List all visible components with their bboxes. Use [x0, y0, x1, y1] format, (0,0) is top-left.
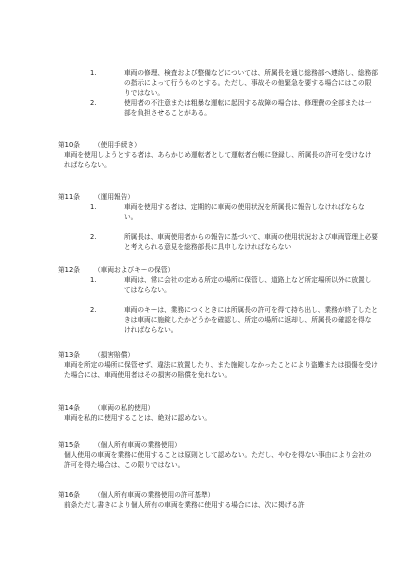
- article-11: [58, 192, 378, 252]
- item-text: 使用者の不注意または粗暴な運転に起因する故障の場合は、修理費の全部または一部を負担させることがある。: [124, 99, 372, 117]
- item-number: 1.: [90, 276, 97, 284]
- item-text: 車両は、常に会社の定める所定の場所に保管し、道路上など所定場所以外に放置してはならない。: [124, 276, 372, 294]
- article-heading: [58, 490, 378, 500]
- article-title: （個人所有車両の業務使用の許可基準）: [94, 491, 215, 499]
- article-title: （車両およびキーの保管）: [94, 266, 175, 274]
- item-number: 2.: [90, 99, 97, 107]
- continued-items: [58, 68, 378, 118]
- article-16: [58, 490, 378, 510]
- article-body: 車両を所定の場所に保管せず、違法に放置したり、また施錠しなかったことにより盗難または損傷を受けた場合には、車両使用者はその損害の賠償を免れない。: [64, 361, 378, 379]
- article-title: （使用手続き）: [94, 141, 141, 149]
- article-number: 第10条: [58, 141, 80, 149]
- article-body: 前条ただし書きにより個人所有の車両を業務に使用する場合には、次に掲げる許: [64, 501, 305, 509]
- article-15: [58, 440, 378, 470]
- article-title: （運用報告）: [94, 193, 135, 201]
- item-text: 車両を使用する者は、定期的に車両の使用状況を所属長に報告しなければならない。: [124, 203, 365, 221]
- article-13: [58, 350, 378, 380]
- article-title: （個人所有車両の業務使用）: [94, 441, 181, 449]
- article-number: 第16条: [58, 491, 80, 499]
- item-text: 車両のキーは、業務につくときには所属長の許可を得て持ち出し、業務が終了したときは車両に施錠したかどうかを確認し、所定の場所に返却し、所属長の確認を得なければならない。: [124, 306, 378, 334]
- article-number: 第11条: [58, 193, 80, 201]
- article-body: 個人使用の車両を業務に使用することは原則として認めない。ただし、やむを得ない事由により会社の許可を得た場合は、この限りではない。: [64, 451, 372, 469]
- article-number: 第13条: [58, 351, 80, 359]
- article-heading: [58, 265, 378, 275]
- article-number: 第12条: [58, 266, 80, 274]
- article-body: 車両を私的に使用することは、絶対に認めない。: [64, 414, 212, 422]
- article-heading: [58, 403, 378, 413]
- article-10: [58, 140, 378, 170]
- list-item: [58, 275, 378, 305]
- article-12: [58, 265, 378, 335]
- article-heading: [58, 440, 378, 450]
- article-title: （損害賠償）: [94, 351, 135, 359]
- list-item: [58, 305, 378, 335]
- article-14: [58, 403, 378, 423]
- article-number: 第15条: [58, 441, 80, 449]
- list-item: [58, 232, 378, 252]
- item-text: 所属長は、車両使用者からの報告に基づいて、車両の使用状況および車両管理上必要と考えられる意見を総務部長に具申しなければならない: [124, 233, 378, 251]
- list-item: [58, 98, 378, 118]
- list-item: [58, 68, 378, 98]
- item-number: 1.: [90, 69, 97, 77]
- item-number: 2.: [90, 306, 97, 314]
- article-body: 車両を使用しようとする者は、あらかじめ運転者として運転者台帳に登録し、所属長の許可を受けなければならない。: [64, 151, 372, 169]
- list-item: [58, 202, 378, 232]
- article-number: 第14条: [58, 404, 80, 412]
- item-number: 2.: [90, 233, 97, 241]
- article-heading: [58, 140, 378, 150]
- article-heading: [58, 192, 378, 202]
- item-number: 1.: [90, 203, 97, 211]
- article-heading: [58, 350, 378, 360]
- article-title: （車両の私的使用）: [94, 404, 155, 412]
- item-text: 車両の修理、検査および整備などについては、所属長を通じ総務部へ連絡し、総務部の指示によって行うものとする。ただし、事故その他緊急を要する場合にはこの限りではない。: [124, 69, 378, 97]
